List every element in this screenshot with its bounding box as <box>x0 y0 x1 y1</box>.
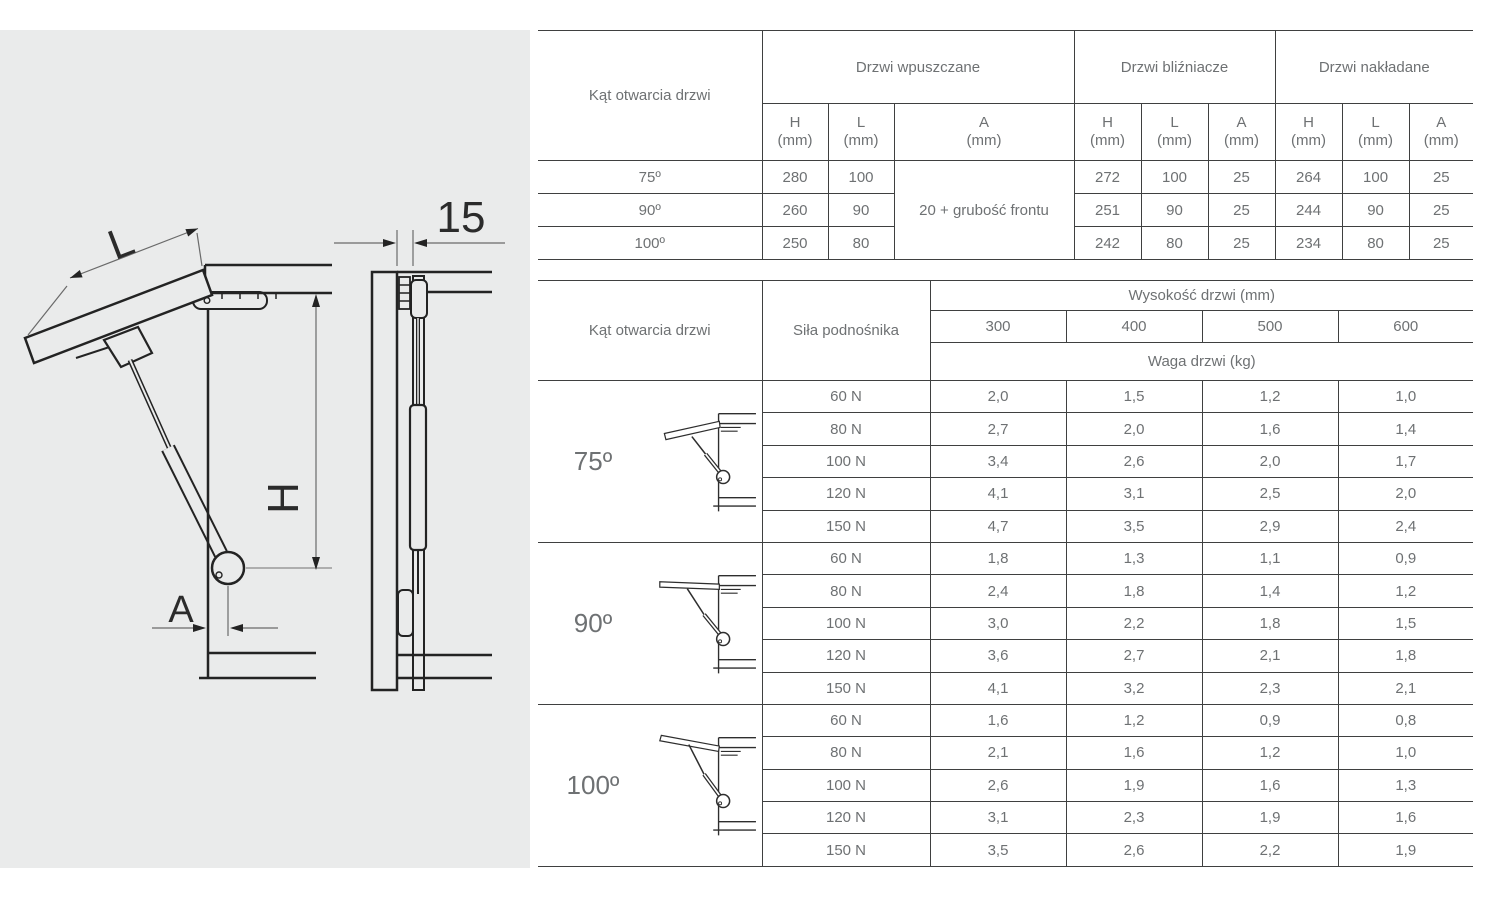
value-cell: 251 <box>1074 194 1141 227</box>
force-cell: 80 N <box>762 413 930 445</box>
dim-label-L: L <box>101 216 141 269</box>
side-view <box>372 272 492 690</box>
value-cell: 25 <box>1208 194 1275 227</box>
weight-cell: 2,3 <box>1066 802 1202 834</box>
col-header-l <box>828 104 894 161</box>
value-cell: 80 <box>1141 227 1208 260</box>
weight-cell: 4,7 <box>930 510 1066 542</box>
weight-cell: 1,2 <box>1338 575 1473 607</box>
force-cell: 150 N <box>762 510 930 542</box>
weight-cell: 1,6 <box>1066 737 1202 769</box>
value-cell: 100 <box>828 161 894 194</box>
weight-cell: 1,6 <box>1338 802 1473 834</box>
weight-cell: 1,4 <box>1202 575 1338 607</box>
dim-unit: (mm) <box>1157 132 1192 149</box>
angle-diagram <box>538 565 762 681</box>
value-cell: 234 <box>1275 227 1342 260</box>
weight-cell: 4,1 <box>930 478 1066 510</box>
door-height-header: Wysokość drzwi (mm) <box>930 281 1473 311</box>
weight-cell: 1,2 <box>1202 737 1338 769</box>
value-cell: 90 <box>828 194 894 227</box>
dim-letter: H <box>1303 114 1314 131</box>
col-header-a <box>1409 104 1473 161</box>
angle-column-header: Kąt otwarcia drzwi <box>538 31 762 161</box>
weight-cell: 1,8 <box>930 542 1066 574</box>
value-cell: 242 <box>1074 227 1141 260</box>
weight-cell: 4,1 <box>930 672 1066 704</box>
weight-cell: 1,5 <box>1338 607 1473 639</box>
angle-label: 100º <box>566 769 620 800</box>
weight-cell: 3,1 <box>1066 478 1202 510</box>
weight-cell: 2,0 <box>930 381 1066 413</box>
door-open-100-icon <box>626 727 760 843</box>
weight-cell: 2,2 <box>1202 834 1338 866</box>
weight-cell: 2,6 <box>930 769 1066 801</box>
force-cell: 150 N <box>762 672 930 704</box>
weight-cell: 0,9 <box>1202 704 1338 736</box>
gas-strut-technical-drawing <box>0 30 530 868</box>
weight-cell: 2,1 <box>930 737 1066 769</box>
diagram-panel <box>0 30 530 868</box>
a-note-cell: 20 + grubość frontu <box>894 161 1074 260</box>
weight-cell: 1,7 <box>1338 445 1473 477</box>
weight-cell: 2,1 <box>1338 672 1473 704</box>
force-cell: 120 N <box>762 478 930 510</box>
angle-diagram <box>538 727 762 843</box>
cabinet-bottom-shelf <box>199 653 316 678</box>
weight-cell: 1,3 <box>1338 769 1473 801</box>
weight-cell: 3,1 <box>930 802 1066 834</box>
value-cell: 100 <box>1141 161 1208 194</box>
force-cell: 100 N <box>762 607 930 639</box>
weight-cell: 1,2 <box>1202 381 1338 413</box>
weight-cell: 3,2 <box>1066 672 1202 704</box>
value-cell: 90 <box>1342 194 1409 227</box>
height-value-header: 600 <box>1338 311 1473 343</box>
value-cell: 25 <box>1409 194 1473 227</box>
door-open-90-icon <box>626 565 760 681</box>
weight-cell: 1,5 <box>1066 381 1202 413</box>
dim-letter: A <box>1236 114 1247 131</box>
angle-cell: 90º <box>538 194 762 227</box>
door-open-75-icon <box>626 403 760 519</box>
dim-letter: A <box>979 114 990 131</box>
force-cell: 120 N <box>762 640 930 672</box>
col-header-h <box>1275 104 1342 161</box>
weight-cell: 1,9 <box>1338 834 1473 866</box>
lift-force-table <box>538 280 1473 867</box>
weight-cell: 1,6 <box>1202 769 1338 801</box>
dim-unit: (mm) <box>777 132 813 149</box>
dim-label-15: 15 <box>436 193 486 242</box>
value-cell: 25 <box>1409 161 1473 194</box>
weight-cell: 1,3 <box>1066 542 1202 574</box>
force-cell: 100 N <box>762 445 930 477</box>
weight-cell: 0,8 <box>1338 704 1473 736</box>
dimension-H <box>246 294 332 570</box>
weight-cell: 2,7 <box>1066 640 1202 672</box>
col-header-h <box>762 104 828 161</box>
dim-letter: L <box>856 114 866 131</box>
value-cell: 100 <box>1342 161 1409 194</box>
weight-cell: 2,2 <box>1066 607 1202 639</box>
dim-label-A: A <box>168 589 194 631</box>
weight-cell: 0,9 <box>1338 542 1473 574</box>
group-header-wpuszczane: Drzwi wpuszczane <box>762 31 1074 104</box>
weight-cell: 1,1 <box>1202 542 1338 574</box>
dim-letter: A <box>1436 114 1447 131</box>
dim-unit: (mm) <box>1224 132 1260 149</box>
value-cell: 280 <box>762 161 828 194</box>
weight-cell: 1,6 <box>1202 413 1338 445</box>
weight-cell: 3,6 <box>930 640 1066 672</box>
weight-cell: 2,0 <box>1202 445 1338 477</box>
weight-cell: 2,6 <box>1066 445 1202 477</box>
angle-label: 75º <box>573 445 613 476</box>
force-cell: 80 N <box>762 575 930 607</box>
force-cell: 100 N <box>762 769 930 801</box>
dim-unit: (mm) <box>1291 132 1327 149</box>
weight-cell: 2,4 <box>1338 510 1473 542</box>
dim-unit: (mm) <box>843 132 879 149</box>
weight-cell: 3,5 <box>1066 510 1202 542</box>
force-cell: 60 N <box>762 381 930 413</box>
dim-letter: H <box>1102 114 1113 131</box>
weight-cell: 1,0 <box>1338 737 1473 769</box>
angle-cell: 100º <box>538 227 762 260</box>
door-dimensions-table <box>538 30 1473 260</box>
weight-cell: 2,7 <box>930 413 1066 445</box>
weight-cell: 3,0 <box>930 607 1066 639</box>
angle-label: 90º <box>573 607 613 638</box>
value-cell: 272 <box>1074 161 1141 194</box>
dim-letter: L <box>1170 114 1179 131</box>
dim-unit: (mm) <box>1423 132 1459 149</box>
col-header-l <box>1141 104 1208 161</box>
force-column-header: Siła podnośnika <box>762 281 930 381</box>
weight-cell: 1,9 <box>1066 769 1202 801</box>
col-header-l <box>1342 104 1409 161</box>
height-value-header: 300 <box>930 311 1066 343</box>
dim-unit: (mm) <box>966 132 1002 149</box>
angle-cell: 75º <box>538 161 762 194</box>
weight-cell: 1,8 <box>1338 640 1473 672</box>
value-cell: 264 <box>1275 161 1342 194</box>
weight-cell: 1,8 <box>1066 575 1202 607</box>
dimension-15 <box>334 193 505 266</box>
force-cell: 80 N <box>762 737 930 769</box>
angle-column-header: Kąt otwarcia drzwi <box>538 281 762 381</box>
table-row <box>538 161 1473 194</box>
value-cell: 25 <box>1208 227 1275 260</box>
col-header-a <box>894 104 1074 161</box>
table-row <box>538 704 1473 736</box>
group-angle-cell <box>538 704 762 866</box>
group-angle-cell <box>538 381 762 543</box>
value-cell: 244 <box>1275 194 1342 227</box>
value-cell: 80 <box>828 227 894 260</box>
weight-cell: 2,4 <box>930 575 1066 607</box>
table-row <box>538 542 1473 574</box>
group-header-nakladane: Drzwi nakładane <box>1275 31 1473 104</box>
weight-cell: 1,0 <box>1338 381 1473 413</box>
gas-strut-icon <box>104 327 244 584</box>
weight-cell: 2,3 <box>1202 672 1338 704</box>
cabinet-top-panel <box>205 265 332 293</box>
dim-unit: (mm) <box>1090 132 1125 149</box>
value-cell: 260 <box>762 194 828 227</box>
table-row <box>538 381 1473 413</box>
height-value-header: 400 <box>1066 311 1202 343</box>
dim-letter: H <box>789 114 801 131</box>
weight-cell: 2,5 <box>1202 478 1338 510</box>
force-cell: 60 N <box>762 704 930 736</box>
spec-tables-section <box>538 30 1473 867</box>
force-cell: 150 N <box>762 834 930 866</box>
weight-cell: 3,5 <box>930 834 1066 866</box>
weight-cell: 1,6 <box>930 704 1066 736</box>
weight-cell: 2,1 <box>1202 640 1338 672</box>
weight-cell: 1,8 <box>1202 607 1338 639</box>
height-value-header: 500 <box>1202 311 1338 343</box>
weight-cell: 1,2 <box>1066 704 1202 736</box>
weight-cell: 1,4 <box>1338 413 1473 445</box>
dim-letter: L <box>1371 114 1380 131</box>
value-cell: 80 <box>1342 227 1409 260</box>
value-cell: 250 <box>762 227 828 260</box>
col-header-h <box>1074 104 1141 161</box>
weight-cell: 2,0 <box>1066 413 1202 445</box>
weight-cell: 2,6 <box>1066 834 1202 866</box>
group-angle-cell <box>538 542 762 704</box>
angle-diagram <box>538 403 762 519</box>
door-weight-header: Waga drzwi (kg) <box>930 343 1473 381</box>
value-cell: 25 <box>1409 227 1473 260</box>
group-header-blizniacze: Drzwi bliźniacze <box>1074 31 1275 104</box>
value-cell: 90 <box>1141 194 1208 227</box>
force-cell: 60 N <box>762 542 930 574</box>
col-header-a <box>1208 104 1275 161</box>
weight-cell: 1,9 <box>1202 802 1338 834</box>
weight-cell: 2,9 <box>1202 510 1338 542</box>
force-cell: 120 N <box>762 802 930 834</box>
dimension-A <box>152 586 278 636</box>
value-cell: 25 <box>1208 161 1275 194</box>
dim-unit: (mm) <box>1358 132 1394 149</box>
weight-cell: 3,4 <box>930 445 1066 477</box>
weight-cell: 2,0 <box>1338 478 1473 510</box>
dim-label-H: H <box>259 482 308 514</box>
